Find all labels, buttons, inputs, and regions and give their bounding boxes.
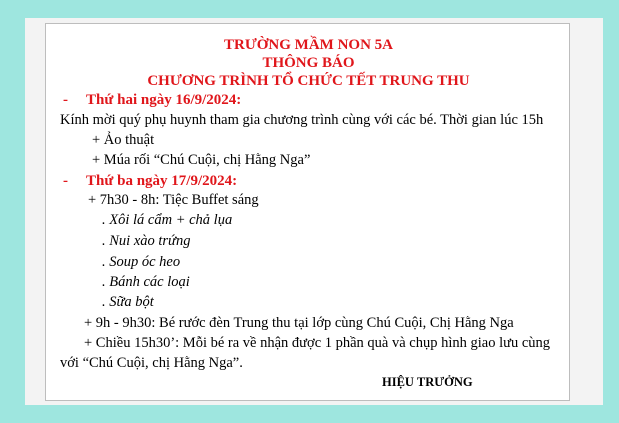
afternoon-line: + Chiều 15h30’: Mỗi bé ra về nhận được 1 phần quà và chụp hình giao lưu cùng [84,335,551,351]
lantern-line: + 9h - 9h30: Bé rước đèn Trung thu tại lớp cùng Chú Cuội, Chị Hằng Nga [84,315,514,331]
afternoon-line-cont: với “Chú Cuội, chị Hằng Nga”. [60,355,243,371]
day1-intro: Kính mời quý phụ huynh tham gia chương trình cùng với các bé. Thời gian lúc 15h [60,112,544,128]
menu-item: . Nui xào trứng [102,233,191,249]
program-title: CHƯƠNG TRÌNH TỔ CHỨC TẾT TRUNG THU [147,73,470,89]
signature-title: HIỆU TRƯỞNG [382,375,473,389]
day1-heading: Thứ hai ngày 16/9/2024: [86,92,242,108]
menu-item: . Bánh các loại [102,274,190,290]
menu-item: . Sữa bột [102,294,154,310]
day2-bullet: - [63,173,68,189]
menu-item: . Xôi lá cẩm + chả lụa [102,212,233,228]
menu-item: . Soup óc heo [102,254,181,270]
day2-heading: Thứ ba ngày 17/9/2024: [86,173,238,189]
school-name: TRƯỜNG MẦM NON 5A [223,37,393,53]
day1-bullet: - [63,92,68,108]
notice-document [45,23,570,401]
day1-item: + Múa rối “Chú Cuội, chị Hằng Nga” [92,152,311,168]
breakfast-line: + 7h30 - 8h: Tiệc Buffet sáng [88,192,259,208]
day1-item: + Ảo thuật [92,132,155,148]
notice-title: THÔNG BÁO [262,55,355,71]
